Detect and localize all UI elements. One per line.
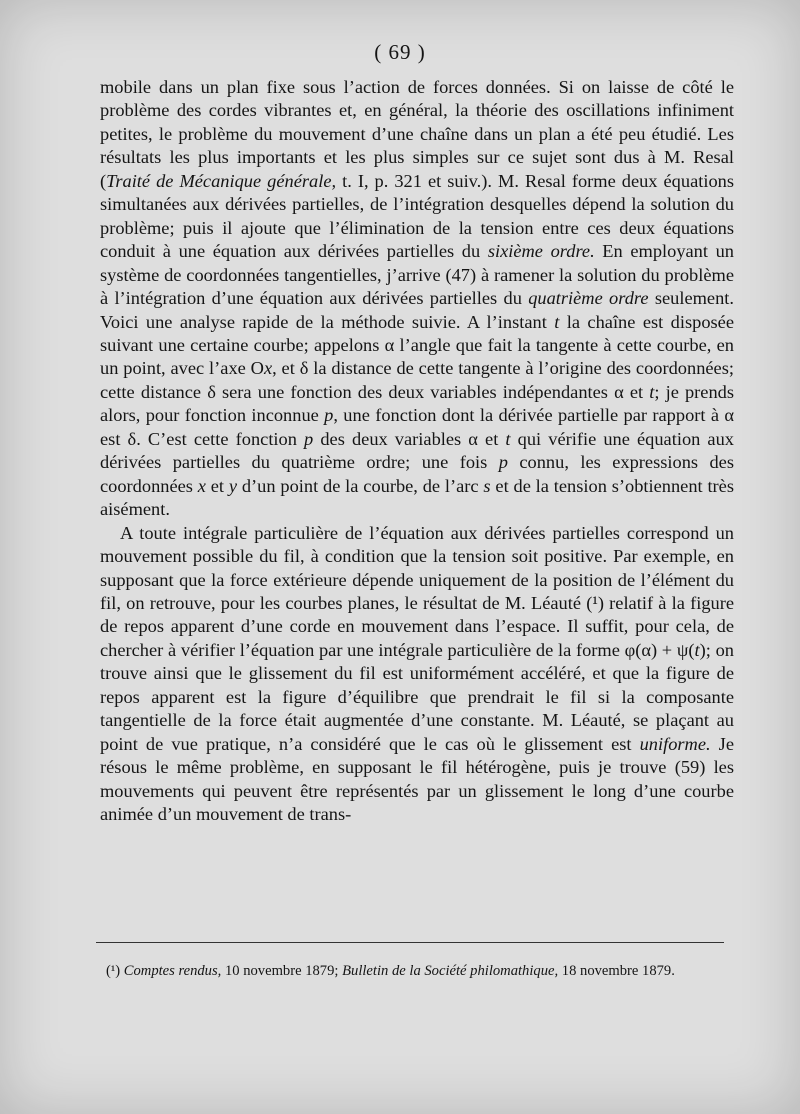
- text-segment: et: [205, 475, 229, 496]
- footnote: [100, 960, 728, 982]
- text-segment: Je résous le même problème, en supposant le fil hétérogène, puis je trouve (59) les mouvements qui peuvent être représentés par un glissement le long d’une courbe animée d’un mouvement de trans-: [100, 733, 734, 825]
- text-segment: 10 novembre 1879;: [221, 963, 343, 979]
- italic-segment: t: [649, 381, 655, 402]
- page-number: ( 69 ): [374, 40, 426, 64]
- text-segment: ; je prends alors, pour fonction inconnue: [100, 381, 735, 426]
- text-segment: A toute intégrale particulière de l’équation aux dérivées partielles correspond un mouvement possible du fil, à condition que la tension soit positive. Par exemple, en supposant que la force extérieure dépende uniquement de la position de l’élément du fil, on retrouve, pour les courbes planes, le résultat de M. Léauté (¹) relatif à la figure de repos apparent d’une corde en mouvement dans l’espace. Il suffit, pour cela, de chercher à vérifier l’équation par une intégrale particulière de la forme φ(α) + ψ(: [100, 522, 734, 660]
- body-text: [100, 76, 734, 827]
- italic-segment: t: [694, 639, 700, 660]
- text-segment: la chaîne est disposée suivant une certaine courbe; appelons α l’angle que fait la tangente à cette courbe, en un point, avec l’axe O: [100, 311, 734, 379]
- text-segment: t. I, p. 321 et suiv.). M. Resal forme deux équations simultanées aux dérivées partielles, de l’intégration desquelles dépend la solution du problème; puis il ajoute que l’élimination de la tension entre ces deux équations conduit à une équation aux dérivées partielles du: [100, 170, 734, 262]
- italic-segment: p: [324, 405, 334, 426]
- italic-segment: x: [263, 358, 273, 379]
- text-segment: 18 novembre 1879.: [558, 963, 675, 979]
- italic-segment: s: [483, 475, 491, 496]
- footnote-rule: [96, 942, 724, 943]
- text-segment: ); on trouve ainsi que le glissement du fil est uniformément accéléré, et que la figure de repos apparent est la figure d’équilibre que prendrait le fil si la composante tangentielle de la force était augmentée d’une constante. M. Léauté, se plaçant au point de vue pratique, n’a considéré que le cas où le glissement est: [100, 639, 734, 754]
- text-segment: mobile dans un plan fixe sous l’action de forces données. Si on laisse de côté le problème des cordes vibrantes et, en général, la théorie des oscillations infiniment petites, le problème du mouvement d’une chaîne dans un plan a été peu étudié. Les résultats les plus importants et les plus simples sur ce sujet sont dus à M. Resal (: [100, 77, 734, 191]
- italic-segment: t: [554, 311, 560, 332]
- italic-segment: t: [505, 428, 511, 449]
- italic-segment: x: [197, 475, 206, 496]
- text-segment: qui vérifie une équation aux dérivées partielles du quatrième ordre; une fois: [100, 428, 734, 473]
- italic-segment: p: [498, 452, 508, 473]
- italic-segment: quatrième ordre: [528, 288, 649, 309]
- italic-segment: uniforme.: [639, 733, 711, 754]
- text-segment: seulement. Voici une analyse rapide de la méthode suivie. A l’instant: [100, 288, 734, 332]
- text-segment: et de la tension s’obtiennent très aisément.: [100, 475, 735, 520]
- paragraph-1: [100, 76, 734, 522]
- text-segment: des deux variables α et: [313, 428, 506, 449]
- text-segment: connu, les expressions des coordonnées: [100, 452, 734, 496]
- text-segment: d’un point de la courbe, de l’arc: [237, 475, 484, 496]
- text-segment: En employant un système de coordonnées tangentielles, j’arrive (47) à ramener la solution du problème à l’intégration d’une équation aux dérivées partielles du: [100, 241, 735, 309]
- footnote-marker: (¹): [106, 963, 124, 979]
- italic-segment: Traité de Mécanique générale,: [106, 170, 337, 191]
- italic-segment: y: [228, 475, 238, 496]
- italic-segment: Bulletin de la Société philomathique,: [342, 963, 559, 979]
- italic-segment: p: [304, 428, 314, 449]
- italic-segment: Comptes rendus,: [123, 963, 222, 979]
- paragraph-2: [100, 522, 734, 827]
- text-segment: , une fonction dont la dérivée partielle par rapport à α est δ. C’est cette fonction: [100, 405, 734, 449]
- italic-segment: sixième ordre.: [487, 241, 595, 262]
- text-segment: , et δ la distance de cette tangente à l’origine des coordonnées; cette distance δ sera une fonction des deux variables indépendantes α et: [100, 358, 734, 402]
